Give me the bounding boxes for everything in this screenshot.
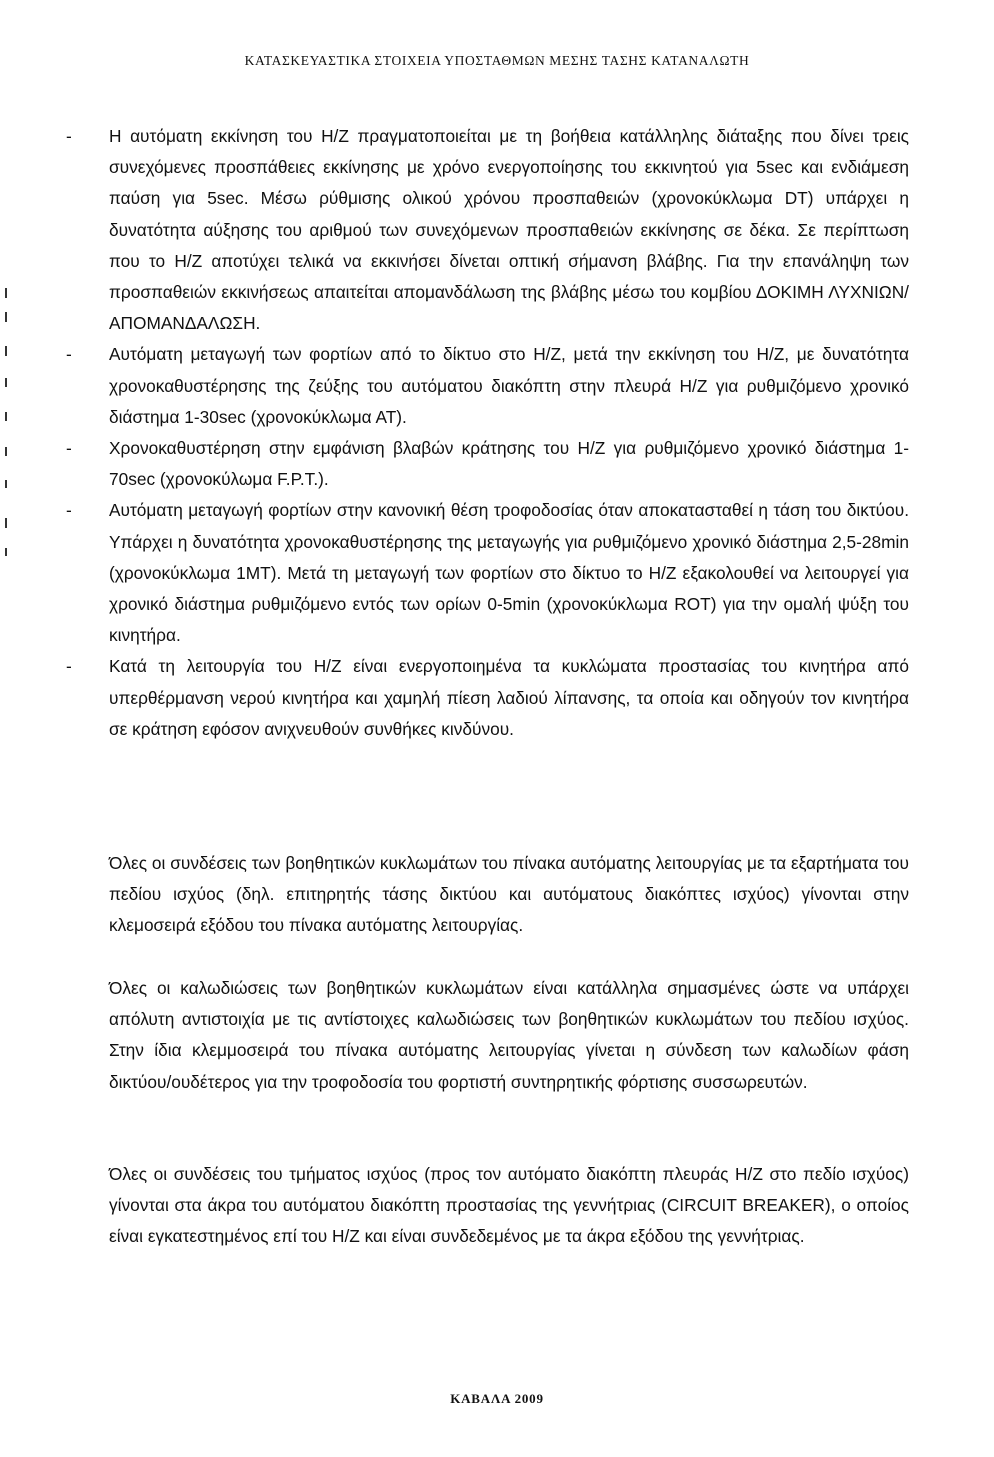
bullet-dash: - [66, 438, 72, 459]
page-header: ΚΑΤΑΣΚΕΥΑΣΤΙΚΑ ΣΤΟΙΧΕΙΑ ΥΠΟΣΤΑΘΜΩΝ ΜΕΣΗΣ ΤΑΣΗΣ ΚΑΤΑΝΑΛΩΤΗ [244, 53, 750, 68]
bullet-list [66, 121, 909, 745]
paragraph-power-connections: Όλες οι συνδέσεις του τμήματος ισχύος (προς τον αυτόματο διακόπτη πλευράς Η/Ζ στο πεδίο ισχύος) γίνονται στα άκρα του αυτόματου διακόπτη προστασίας της γεννήτριας (CIRCUIT BREAKER), ο οποίος είναι εγκατεστημένος επί του Η/Ζ και είναι συνδεδεμένος με τα άκρα εξόδου της γεννήτριας. [109, 1164, 909, 1247]
bullet-dash: - [66, 344, 72, 365]
bullet-dash: - [66, 656, 72, 677]
list-item [66, 495, 909, 651]
scan-margin-marks [0, 0, 20, 1457]
bullet-text: Χρονοκαθυστέρηση στην εμφάνιση βλαβών κράτησης του Η/Ζ για ρυθμιζόμενο χρονικό διάστημα 1-70sec (χρονοκύλωμα F.P.T.). [109, 438, 909, 490]
bullet-text: Αυτόματη μεταγωγή φορτίων στην κανονική θέση τροφοδοσίας όταν αποκατασταθεί η τάση του δικτύου. Υπάρχει η δυνατότητα χρονοκαθυστέρησης της μεταγωγής για ρυθμιζόμενο χρονικό διάστημα 2,5-28min (χρονοκύκλωμα 1ΜΤ). Μετά τη μεταγωγή των φορτίων στο δίκτυο το Η/Ζ εξακολουθεί να λειτουργεί για χρονικό διάστημα ρυθμιζόμενο εντός των ορίων 0-5min (χρονοκύκλωμα ROT) για την ομαλή ψύξη του κινητήρα. [109, 500, 909, 646]
bullet-text: Αυτόματη μεταγωγή των φορτίων από το δίκτυο στο Η/Ζ, μετά την εκκίνηση του Η/Ζ, με δυνατότητα χρονοκαθυστέρησης της ζεύξης του αυτόματου διακόπτη στην πλευρά Η/Ζ για ρυθμιζόμενο χρονικό διάστημα 1-30sec (χρονοκύκλωμα ΑΤ). [109, 344, 909, 427]
paragraph-auxiliary-connections: Όλες οι συνδέσεις των βοηθητικών κυκλωμάτων του πίνακα αυτόματης λειτουργίας με τα εξαρτήματα του πεδίου ισχύος (δηλ. επιτηρητής τάσης δικτύου και αυτόματους διακόπτες ισχύος) γίνονται στην κλεμοσειρά εξόδου του πίνακα αυτόματης λειτουργίας. [109, 853, 909, 936]
list-item [66, 339, 909, 433]
bullet-dash: - [66, 126, 72, 146]
list-item [66, 121, 909, 339]
list-item [66, 433, 909, 495]
paragraph-wiring-marking: Όλες οι καλωδιώσεις των βοηθητικών κυκλωμάτων είναι κατάλληλα σημασμένες ώστε να υπάρχει απόλυτη αντιστοιχία με τις αντίστοιχες καλωδιώσεις των βοηθητικών κυκλωμάτων του πεδίου ισχύος. Στην ίδια κλεμμοσειρά του πίνακα αυτόματης λειτουργίας γίνεται η σύνδεση των καλωδίων φάση δικτύου/ουδέτερος για την τροφοδοσία του φορτιστή συντηρητικής φόρτισης συσσωρευτών. [109, 978, 909, 1092]
bullet-text: Κατά τη λειτουργία του Η/Ζ είναι ενεργοποιημένα τα κυκλώματα προστασίας του κινητήρα από υπερθέρμανση νερού κινητήρα και χαμηλή πίεση λαδιού λίπανσης, τα οποία και οδηγούν τον κινητήρα σε κράτηση εφόσον ανιχνευθούν συνθήκες κινδύνου. [109, 656, 909, 739]
page-footer: ΚΑΒΑΛΑ 2009 [450, 1391, 544, 1406]
list-item [66, 651, 909, 745]
bullet-dash: - [66, 500, 72, 521]
bullet-text: Η αυτόματη εκκίνηση του Η/Ζ πραγματοποιείται με τη βοήθεια κατάλληλης διάταξης που δίνει τρεις συνεχόμενες προσπάθειες εκκίνησης με χρόνο ενεργοποίησης του εκκινητού για 5sec και ενδιάμεση παύση για 5sec. Μέσω ρύθμισης ολικού χρόνου προσπαθειών (χρονοκύκλωμα DT) υπάρχει η δυνατότητα αύξησης του αριθμού των συνεχόμενων προσπαθειών εκκίνησης σε δέκα. Σε περίπτωση που το Η/Ζ αποτύχει τελικά να εκκινήσει δίνεται οπτική σήμανση βλάβης. Για την επανάληψη των προσπαθειών εκκινήσεως απαιτείται απομανδάλωση της βλάβης μέσω του κομβίου ΔΟΚΙΜΗ ΛΥΧΝΙΩΝ/ΑΠΟΜΑΝΔΑΛΩΣΗ. [109, 126, 909, 334]
